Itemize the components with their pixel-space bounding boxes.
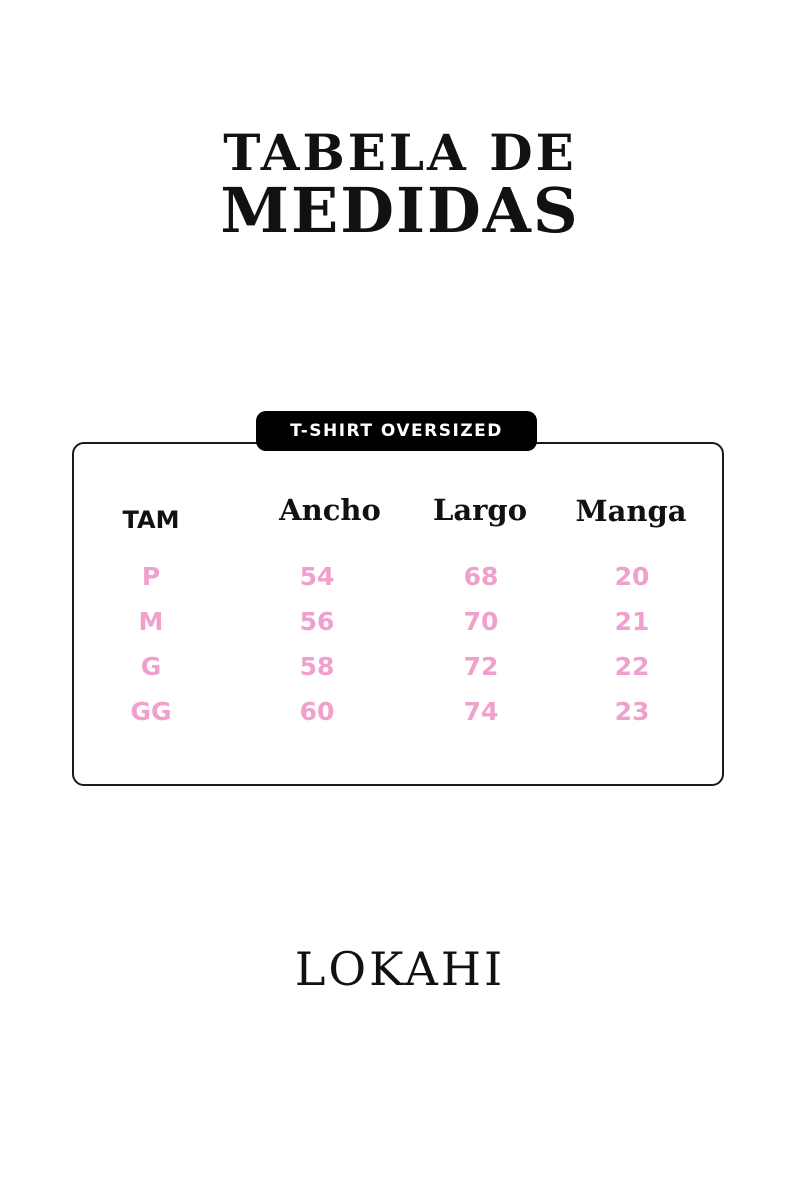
cell-width: 54 bbox=[299, 562, 335, 591]
header-sleeve: Manga bbox=[575, 494, 687, 528]
cell-width: 56 bbox=[299, 607, 335, 636]
title-line-2: MEDIDAS bbox=[220, 174, 580, 247]
cell-size: G bbox=[140, 652, 162, 681]
cell-size: P bbox=[141, 562, 161, 591]
header-length: Largo bbox=[432, 493, 528, 527]
title-line-1: TABELA DE bbox=[223, 123, 577, 182]
cell-width: 60 bbox=[299, 697, 335, 726]
header-width: Ancho bbox=[279, 493, 381, 527]
cell-length: 72 bbox=[463, 652, 499, 681]
brand-logo: LOKAHI bbox=[294, 942, 506, 996]
cell-size: M bbox=[138, 607, 164, 636]
product-badge: T-SHIRT OVERSIZED bbox=[256, 411, 537, 451]
cell-sleeve: 20 bbox=[614, 562, 650, 591]
header-size: TAM bbox=[122, 506, 180, 534]
cell-sleeve: 21 bbox=[614, 607, 650, 636]
cell-sleeve: 22 bbox=[614, 652, 650, 681]
cell-length: 74 bbox=[463, 697, 499, 726]
cell-width: 58 bbox=[299, 652, 335, 681]
cell-length: 70 bbox=[463, 607, 499, 636]
cell-sleeve: 23 bbox=[614, 697, 650, 726]
cell-length: 68 bbox=[463, 562, 499, 591]
cell-size: GG bbox=[130, 697, 172, 726]
